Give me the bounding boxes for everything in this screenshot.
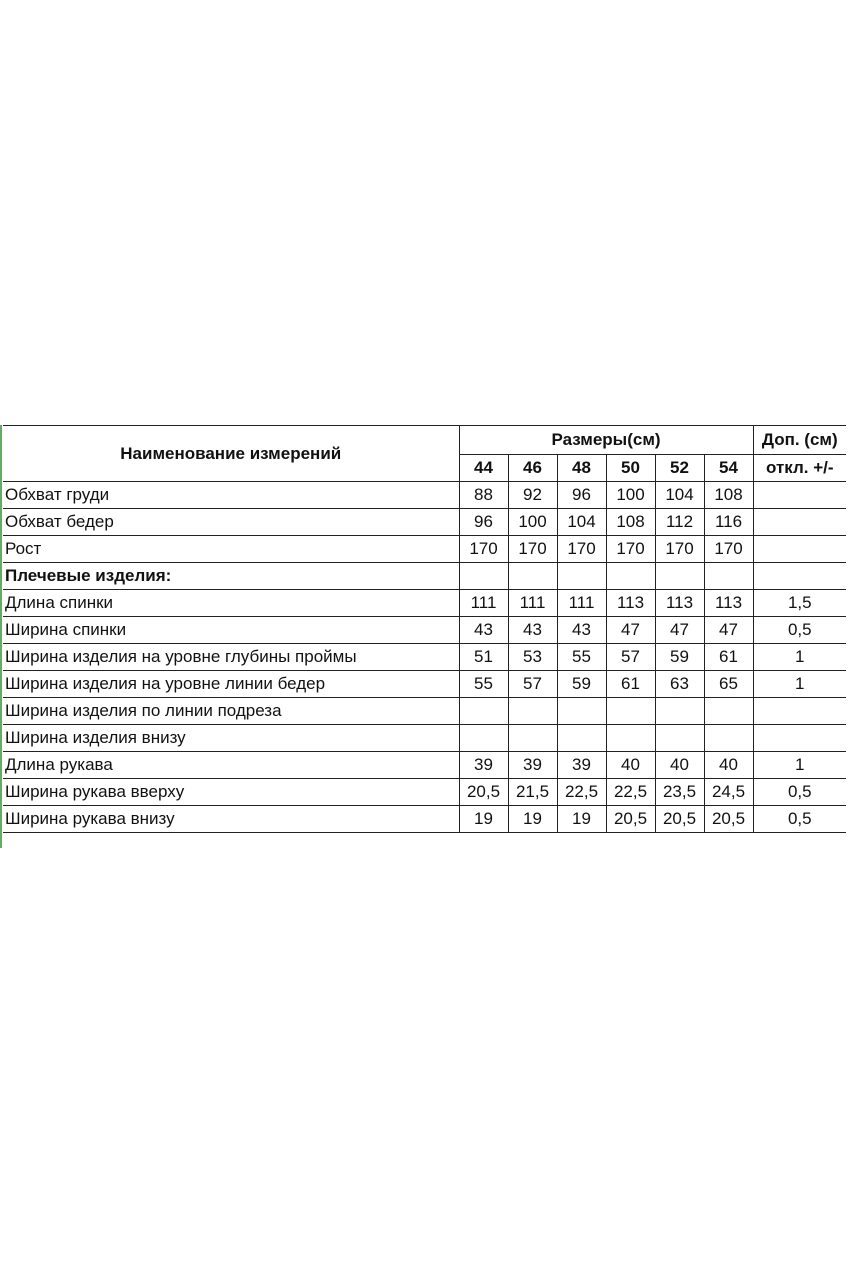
table-row: [3, 698, 846, 725]
size-value-cell: [459, 698, 508, 725]
size-value-cell: 40: [704, 752, 753, 779]
measurement-name-cell: Ширина изделия внизу: [3, 725, 459, 752]
size-value-cell: 61: [606, 671, 655, 698]
size-value-cell: 61: [704, 644, 753, 671]
size-value-cell: 19: [459, 806, 508, 833]
size-value-cell: 113: [704, 590, 753, 617]
size-value-cell: 22,5: [606, 779, 655, 806]
size-value-cell: [655, 563, 704, 590]
size-value-cell: 19: [508, 806, 557, 833]
tolerance-value-cell: [753, 725, 846, 752]
tolerance-value-cell: [753, 563, 846, 590]
tolerance-value-cell: 0,5: [753, 779, 846, 806]
size-value-cell: 59: [655, 644, 704, 671]
size-value-cell: 57: [508, 671, 557, 698]
size-value-cell: 40: [655, 752, 704, 779]
size-value-cell: 20,5: [655, 806, 704, 833]
measurement-name-cell: Ширина изделия на уровне глубины проймы: [3, 644, 459, 671]
size-header-52: 52: [655, 455, 704, 482]
size-value-cell: 113: [655, 590, 704, 617]
section-heading-cell: Плечевые изделия:: [3, 563, 459, 590]
size-value-cell: 19: [557, 806, 606, 833]
size-value-cell: 39: [459, 752, 508, 779]
size-value-cell: [508, 563, 557, 590]
table-row: [3, 779, 846, 806]
tolerance-header-line2: откл. +/-: [753, 455, 846, 482]
size-value-cell: 170: [557, 536, 606, 563]
tolerance-value-cell: 1: [753, 671, 846, 698]
measurement-name-cell: Обхват груди: [3, 482, 459, 509]
size-value-cell: 116: [704, 509, 753, 536]
tolerance-value-cell: [753, 536, 846, 563]
size-value-cell: 40: [606, 752, 655, 779]
size-header-46: 46: [508, 455, 557, 482]
size-value-cell: [557, 563, 606, 590]
size-value-cell: [557, 698, 606, 725]
table-row: [3, 671, 846, 698]
size-value-cell: 63: [655, 671, 704, 698]
size-chart-table: [3, 425, 846, 833]
size-value-cell: [508, 725, 557, 752]
table-row: [3, 590, 846, 617]
measurement-name-cell: Ширина изделия на уровне линии бедер: [3, 671, 459, 698]
size-header-54: 54: [704, 455, 753, 482]
table-row: [3, 536, 846, 563]
size-value-cell: 108: [606, 509, 655, 536]
size-value-cell: 22,5: [557, 779, 606, 806]
size-value-cell: 96: [459, 509, 508, 536]
size-value-cell: 43: [557, 617, 606, 644]
measurement-name-cell: Ширина рукава внизу: [3, 806, 459, 833]
size-value-cell: [459, 725, 508, 752]
size-header-44: 44: [459, 455, 508, 482]
size-value-cell: 23,5: [655, 779, 704, 806]
tolerance-value-cell: [753, 698, 846, 725]
size-value-cell: 53: [508, 644, 557, 671]
table-row: [3, 806, 846, 833]
size-header-50: 50: [606, 455, 655, 482]
tolerance-value-cell: [753, 482, 846, 509]
table-row: [3, 725, 846, 752]
size-value-cell: 104: [655, 482, 704, 509]
table-row: [3, 563, 846, 590]
size-value-cell: 100: [508, 509, 557, 536]
size-value-cell: [508, 698, 557, 725]
size-value-cell: 39: [557, 752, 606, 779]
sheet-left-edge-marker: [0, 425, 2, 848]
measurement-name-cell: Ширина рукава вверху: [3, 779, 459, 806]
size-value-cell: 170: [704, 536, 753, 563]
size-value-cell: 104: [557, 509, 606, 536]
size-value-cell: 20,5: [606, 806, 655, 833]
size-value-cell: 47: [704, 617, 753, 644]
size-value-cell: 111: [557, 590, 606, 617]
size-value-cell: [606, 563, 655, 590]
size-value-cell: 92: [508, 482, 557, 509]
size-value-cell: 170: [606, 536, 655, 563]
size-value-cell: [655, 698, 704, 725]
table-row: [3, 752, 846, 779]
size-value-cell: 39: [508, 752, 557, 779]
size-value-cell: 43: [459, 617, 508, 644]
size-value-cell: [655, 725, 704, 752]
size-value-cell: [557, 725, 606, 752]
size-value-cell: 170: [655, 536, 704, 563]
size-value-cell: 65: [704, 671, 753, 698]
tolerance-value-cell: 1,5: [753, 590, 846, 617]
size-value-cell: [704, 698, 753, 725]
measurement-name-cell: Рост: [3, 536, 459, 563]
size-value-cell: 57: [606, 644, 655, 671]
measurement-name-header: Наименование измерений: [3, 426, 459, 482]
size-header-48: 48: [557, 455, 606, 482]
measurement-name-cell: Ширина спинки: [3, 617, 459, 644]
size-value-cell: 51: [459, 644, 508, 671]
sizes-header: Размеры(см): [459, 426, 753, 455]
table-row: [3, 482, 846, 509]
measurement-name-cell: Обхват бедер: [3, 509, 459, 536]
size-value-cell: 20,5: [459, 779, 508, 806]
size-value-cell: 59: [557, 671, 606, 698]
size-value-cell: 55: [459, 671, 508, 698]
size-value-cell: 55: [557, 644, 606, 671]
size-value-cell: 112: [655, 509, 704, 536]
size-value-cell: [606, 725, 655, 752]
size-value-cell: 20,5: [704, 806, 753, 833]
size-value-cell: 43: [508, 617, 557, 644]
size-value-cell: 88: [459, 482, 508, 509]
size-value-cell: [606, 698, 655, 725]
size-value-cell: 108: [704, 482, 753, 509]
tolerance-value-cell: [753, 509, 846, 536]
tolerance-header-line1: Доп. (см): [753, 426, 846, 455]
tolerance-value-cell: 1: [753, 752, 846, 779]
size-value-cell: 170: [508, 536, 557, 563]
size-value-cell: [704, 725, 753, 752]
size-value-cell: [704, 563, 753, 590]
size-value-cell: 111: [459, 590, 508, 617]
table-row: [3, 509, 846, 536]
size-value-cell: 111: [508, 590, 557, 617]
size-value-cell: 21,5: [508, 779, 557, 806]
size-value-cell: 47: [606, 617, 655, 644]
size-value-cell: [459, 563, 508, 590]
size-value-cell: 113: [606, 590, 655, 617]
size-value-cell: 170: [459, 536, 508, 563]
size-value-cell: 100: [606, 482, 655, 509]
tolerance-value-cell: 0,5: [753, 617, 846, 644]
tolerance-value-cell: 1: [753, 644, 846, 671]
measurement-name-cell: Длина спинки: [3, 590, 459, 617]
measurement-name-cell: Длина рукава: [3, 752, 459, 779]
size-value-cell: 47: [655, 617, 704, 644]
tolerance-value-cell: 0,5: [753, 806, 846, 833]
size-value-cell: 24,5: [704, 779, 753, 806]
table-row: [3, 617, 846, 644]
size-value-cell: 96: [557, 482, 606, 509]
measurement-name-cell: Ширина изделия по линии подреза: [3, 698, 459, 725]
header-row-top: [3, 426, 846, 455]
table-row: [3, 644, 846, 671]
